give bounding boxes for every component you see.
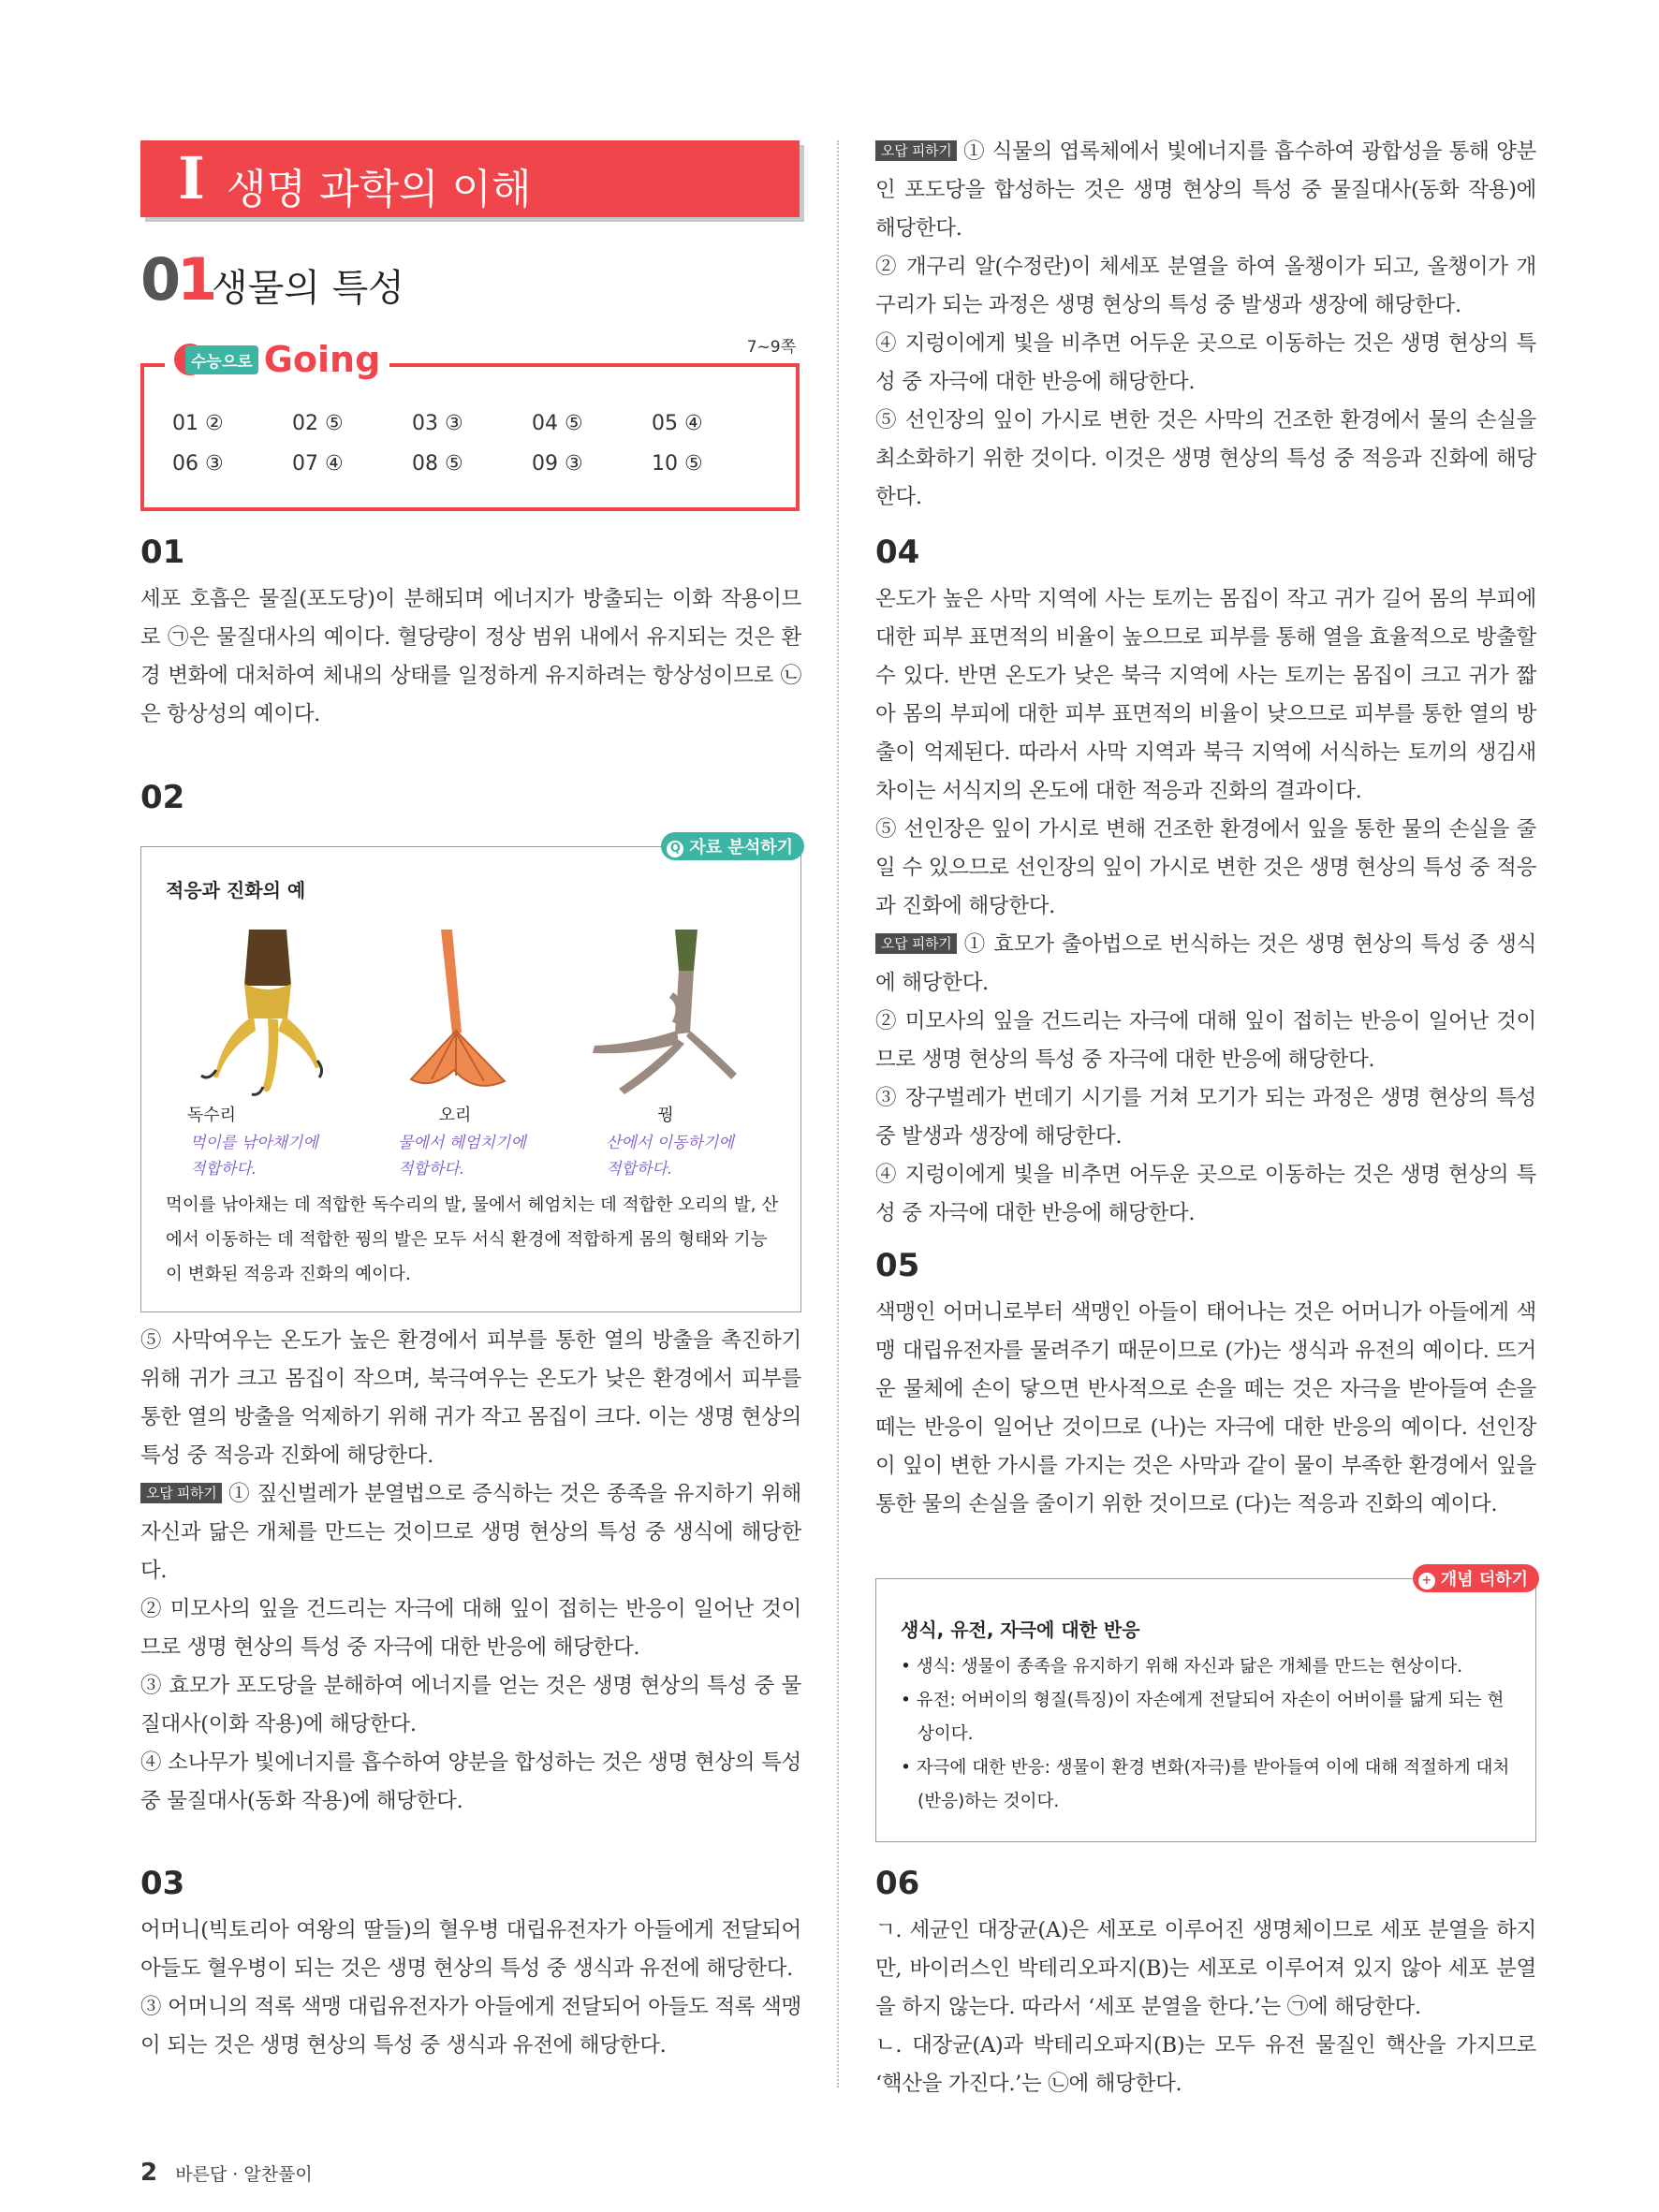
q03-explanation [140, 1912, 801, 2065]
question-number-03: 03 [140, 1865, 185, 1902]
pheasant-name: 꿩 [657, 1106, 674, 1125]
data-analysis-label [661, 832, 804, 860]
duck-note-line2: 적합하다. [398, 1160, 465, 1179]
q02-p1: ⑤ 사막여우는 온도가 높은 환경에서 피부를 통한 열의 방출을 촉진하기 위해 귀가 크고 몸집이 작으며, 북극여우는 온도가 낮은 환경에서 피부를 통한 열의 방출을 억제하기 위해 귀가 작고 몸집이 크다. 이는 생명 현상의 특성 중 적응과 진화에 해당한다. [140, 1328, 801, 1468]
pheasant-note-line1: 산에서 이동하기에 [606, 1134, 734, 1152]
going-logo [165, 339, 389, 380]
q06-p1: ㄱ. 세균인 대장균(A)은 세포로 이루어진 생명체이므로 세포 분열을 하지만, 바이러스인 박테리오파지(B)는 세포로 이루어져 있지 않아 세포 분열을 하지 않는다. 따라서 ‘세포 분열을 한다.’는 ㉠에 해당한다. [875, 1918, 1536, 2019]
book-title: 바른답 · 알찬풀이 [175, 2164, 313, 2185]
q02-p2 [140, 1475, 801, 1590]
answer-item: 02 ⑤ [292, 412, 344, 435]
eagle-note-line1: 먹이를 낚아채기에 [190, 1134, 318, 1152]
right-top-p4: ⑤ 선인장의 잎이 가시로 변한 것은 사막의 건조한 환경에서 물의 손실을 최소화하기 위한 것이다. 이것은 생명 현상의 특성 중 적응과 진화에 해당한다. [875, 408, 1536, 509]
q01-text: 세포 호흡은 물질(포도당)이 분해되며 에너지가 방출되는 이화 작용이므로 ㉠은 물질대사의 예이다. 혈당량이 정상 범위 내에서 유지되는 것은 환경 변화에 대처하여 체내의 상태를 일정하게 유지하려는 항상성이므로 ㉡은 항상성의 예이다. [140, 587, 801, 726]
unit-title: 생명 과학의 이해 [227, 166, 532, 213]
duck-note [398, 1130, 557, 1182]
concept-item: • 생식: 생물이 종족을 유지하기 위해 자신과 닮은 개체를 만드는 현상이다. [901, 1657, 1463, 1677]
eagle-note-line2: 적합하다. [190, 1160, 257, 1179]
q02-p5: ④ 소나무가 빛에너지를 흡수하여 양분을 합성하는 것은 생명 현상의 특성 중 물질대사(동화 작용)에 해당한다. [140, 1751, 801, 1813]
question-number-01: 01 [140, 534, 185, 571]
right-top-p3: ④ 지렁이에게 빛을 비추면 어두운 곳으로 이동하는 것은 생명 현상의 특성 중 자극에 대한 반응에 해당한다. [875, 331, 1536, 394]
data-analysis-label-text: 자료 분석하기 [689, 838, 793, 857]
q02-explanation [140, 1322, 801, 1821]
question-number-05: 05 [875, 1247, 920, 1284]
chapter-title: 생물의 특성 [212, 267, 404, 310]
q05-p1: 색맹인 어머니로부터 색맹인 아들이 태어나는 것은 어머니가 아들에게 색맹 대립유전자를 물려주기 때문이므로 (가)는 생식과 유전의 예이다. 뜨거운 물체에 손이 닿으면 반사적으로 손을 떼는 것은 자극을 받아들여 손을 떼는 반응이 일어난 것이므로 (나)는 자극에 대한 반응의 예이다. 선인장이 잎이 변한 가시를 가지는 것은 사막과 같이 물이 부족한 환경에서 잎을 통한 물의 손실을 줄이기 위한 것이므로 (다)는 적응과 진화의 예이다. [875, 1300, 1536, 1516]
data-analysis-box [140, 838, 801, 1312]
going-logo-big: Going [263, 339, 381, 380]
q04-p1: 온도가 높은 사막 지역에 사는 토끼는 몸집이 작고 귀가 길어 몸의 부피에 대한 피부 표면적의 비율이 높으므로 피부를 통해 열을 효율적으로 방출할 수 있다. 반면 온도가 낮은 북극 지역에 사는 토끼는 몸집이 크고 귀가 짧아 몸의 부피에 대한 피부 표면적의 비율이 낮으므로 피부를 통한 열의 방출이 억제된다. 따라서 사막 지역과 북극 지역에 서식하는 토끼의 생김새 차이는 서식지의 온도에 대한 적응과 진화의 결과이다. [875, 587, 1536, 803]
pheasant-foot-illustration [581, 930, 741, 1098]
q03-continued [875, 133, 1536, 517]
answer-item: 09 ③ [532, 452, 583, 476]
page-footer [140, 2159, 313, 2187]
q02-p2-text: ① 짚신벌레가 분열법으로 증식하는 것은 종족을 유지하기 위해 자신과 닮은 개체를 만드는 것이므로 생명 현상의 특성 중 생식에 해당한다. [140, 1482, 801, 1583]
unit-banner [140, 140, 800, 217]
question-number-02: 02 [140, 779, 185, 816]
q02-p4: ③ 효모가 포도당을 분해하여 에너지를 얻는 것은 생명 현상의 특성 중 물질대사(이화 작용)에 해당한다. [140, 1674, 801, 1736]
answer-item: 08 ⑤ [412, 452, 463, 476]
answer-item: 10 ⑤ [652, 452, 703, 476]
concept-plus-box [875, 1570, 1536, 1842]
q06-p2: ㄴ. 대장균(A)과 박테리오파지(B)는 모두 유전 물질인 핵산을 가지므로 ‘핵산을 가진다.’는 ㉡에 해당한다. [875, 2033, 1536, 2096]
q05-explanation [875, 1294, 1536, 1524]
answer-item: 07 ④ [292, 452, 344, 476]
data-box-summary: 먹이를 낚아채는 데 적합한 독수리의 발, 물에서 헤엄치는 데 적합한 오리의 발, 산에서 이동하는 데 적합한 꿩의 발은 모두 서식 환경에 적합하게 몸의 형태와 기능이 변화된 적응과 진화의 예이다. [166, 1195, 779, 1284]
concept-list [901, 1650, 1519, 1819]
right-top-p1 [875, 133, 1536, 248]
chapter-number: 01 [140, 245, 214, 314]
data-box-title: 적응과 진화의 예 [166, 879, 306, 901]
q04-explanation [875, 580, 1536, 1233]
unit-roman: I [178, 144, 206, 212]
concept-item: • 유전: 어버이의 형질(특징)이 자손에게 전달되어 자손이 어버이를 닮게 되는 현상이다. [901, 1691, 1505, 1744]
answer-item: 04 ⑤ [532, 412, 583, 435]
pheasant-note-line2: 적합하다. [606, 1160, 673, 1179]
wrong-answer-badge: 오답 피하기 [875, 933, 957, 954]
question-number-06: 06 [875, 1865, 920, 1902]
duck-name: 오리 [438, 1106, 472, 1125]
duck-note-line1: 물에서 헤엄치기에 [398, 1134, 526, 1152]
answer-item: 03 ③ [412, 412, 463, 435]
answer-item: 05 ④ [652, 412, 703, 435]
q02-p3: ② 미모사의 잎을 건드리는 자극에 대해 잎이 접히는 반응이 일어난 것이므로 생명 현상의 특성 중 자극에 대한 반응에 해당한다. [140, 1597, 801, 1660]
going-logo-small: 수능으로 [185, 345, 258, 374]
answer-key-pages: 7~9쪽 [746, 338, 796, 357]
search-icon: Q [667, 841, 683, 857]
answer-item: 06 ③ [172, 452, 224, 476]
page-number: 2 [140, 2159, 158, 2187]
q06-explanation [875, 1912, 1536, 2103]
q04-p3-text: ① 효모가 출아법으로 번식하는 것은 생명 현상의 특성 중 생식에 해당한다. [875, 932, 1536, 995]
concept-plus-label-text: 개념 더하기 [1440, 1570, 1528, 1589]
plus-icon: + [1418, 1573, 1435, 1589]
q03-p2: ③ 어머니의 적록 색맹 대립유전자가 아들에게 전달되어 아들도 적록 색맹이 되는 것은 생명 현상의 특성 중 생식과 유전에 해당한다. [140, 1995, 801, 2058]
eagle-name: 독수리 [186, 1106, 237, 1125]
q04-p3 [875, 926, 1536, 1003]
q04-p6: ④ 지렁이에게 빛을 비추면 어두운 곳으로 이동하는 것은 생명 현상의 특성 중 자극에 대한 반응에 해당한다. [875, 1163, 1536, 1225]
eagle-note [190, 1130, 349, 1182]
concept-box-title: 생식, 유전, 자극에 대한 반응 [901, 1619, 1140, 1641]
right-top-p2: ② 개구리 알(수정란)이 체세포 분열을 하여 올챙이가 되고, 올챙이가 개구리가 되는 과정은 생명 현상의 특성 중 발생과 생장에 해당한다. [875, 255, 1536, 317]
wrong-answer-badge: 오답 피하기 [875, 140, 957, 161]
eagle-foot-illustration [198, 930, 329, 1098]
q03-p1: 어머니(빅토리아 여왕의 딸들)의 혈우병 대립유전자가 아들에게 전달되어 아들도 혈우병이 되는 것은 생명 현상의 특성 중 생식과 유전에 해당한다. [140, 1918, 801, 1981]
answer-key-box [140, 338, 800, 511]
q04-p2: ⑤ 선인장은 잎이 가시로 변해 건조한 환경에서 잎을 통한 물의 손실을 줄일 수 있으므로 선인장의 잎이 가시로 변한 것은 생명 현상의 특성 중 적응과 진화에 해당한다. [875, 817, 1536, 918]
wrong-answer-badge: 오답 피하기 [140, 1483, 222, 1503]
q04-p4: ② 미모사의 잎을 건드리는 자극에 대해 잎이 접히는 반응이 일어난 것이므로 생명 현상의 특성 중 자극에 대한 반응에 해당한다. [875, 1009, 1536, 1072]
q01-explanation [140, 580, 801, 734]
answer-item: 01 ② [172, 412, 224, 435]
duck-foot-illustration [394, 930, 516, 1098]
question-number-04: 04 [875, 534, 920, 571]
answer-key-grid [172, 412, 771, 476]
q04-p5: ③ 장구벌레가 번데기 시기를 거쳐 모기가 되는 과정은 생명 현상의 특성 중 발생과 생장에 해당한다. [875, 1086, 1536, 1149]
pheasant-note [606, 1130, 765, 1182]
right-top-p1-text: ① 식물의 엽록체에서 빛에너지를 흡수하여 광합성을 통해 양분인 포도당을 합성하는 것은 생명 현상의 특성 중 물질대사(동화 작용)에 해당한다. [875, 139, 1536, 241]
concept-item: • 자극에 대한 반응: 생물이 환경 변화(자극)를 받아들여 이에 대해 적절하게 대처(반응)하는 것이다. [901, 1758, 1510, 1811]
column-divider [837, 140, 839, 2087]
concept-plus-label [1413, 1564, 1539, 1592]
